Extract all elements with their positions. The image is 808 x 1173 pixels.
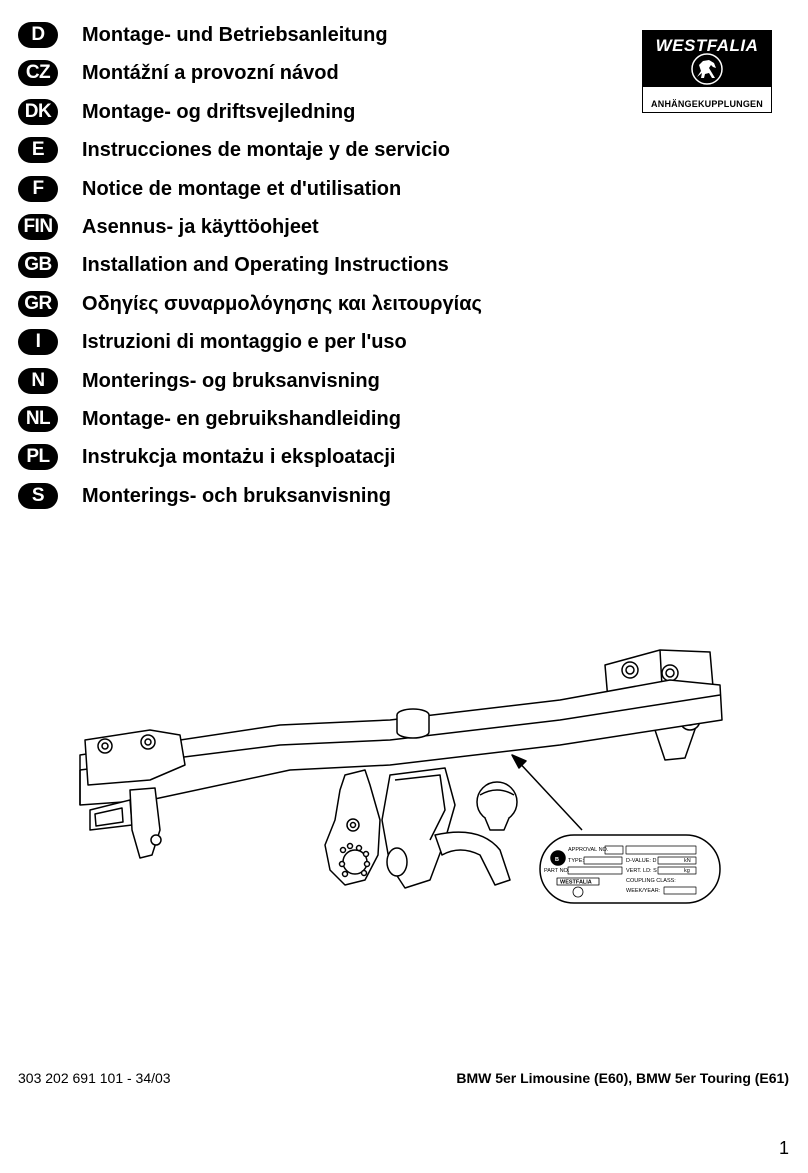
tow-bar-drawing	[60, 640, 740, 910]
identification-plate	[540, 835, 720, 903]
plate-class-label: COUPLING CLASS:	[626, 878, 676, 884]
language-badge: D	[18, 22, 58, 48]
westfalia-logo	[642, 30, 772, 113]
logo-brand-text: WESTFALIA	[655, 36, 759, 55]
language-badge: I	[18, 329, 58, 355]
page-number: 1	[778, 1138, 789, 1158]
language-badge: DK	[18, 99, 58, 125]
pointer-arrow	[512, 755, 582, 830]
language-badge: CZ	[18, 60, 58, 86]
language-title: Instrukcja montażu i eksploatacji	[82, 446, 396, 469]
language-title: Monterings- og bruksanvisning	[82, 369, 380, 392]
plate-vertld-label: VERT. LD: S	[626, 868, 657, 874]
socket-plate	[325, 770, 380, 885]
plate-partno-label: PART NO.	[544, 868, 570, 874]
plate-vertld-unit: kg	[684, 868, 690, 874]
language-title: Montage- og driftsvejledning	[82, 100, 356, 123]
language-title: Instrucciones de montaje y de servicio	[82, 139, 450, 162]
language-title: Οδηγίες συναρμολόγησης και λειτουργίας	[82, 292, 482, 315]
language-title: Montage- en gebruikshandleiding	[82, 407, 401, 430]
plate-week-label: WEEK/YEAR:	[626, 888, 661, 894]
plate-approval-label: APPROVAL NO.	[568, 847, 609, 853]
plate-dvalue-unit: kN	[684, 858, 691, 864]
language-badge: N	[18, 368, 58, 394]
language-title: Notice de montage et d'utilisation	[82, 177, 402, 200]
language-badge: GR	[18, 291, 58, 317]
document-number: 303 202 691 101 - 34/03	[18, 1070, 171, 1086]
language-badge: GB	[18, 252, 58, 278]
plate-type-label: TYPE:	[568, 858, 584, 864]
language-title: Asennus- ja käyttöohjeet	[82, 215, 319, 238]
language-badge: NL	[18, 406, 58, 432]
logo-black-panel	[643, 31, 771, 87]
plate-badge: B	[555, 857, 559, 863]
language-badge: F	[18, 176, 58, 202]
horse-emblem-icon	[687, 53, 727, 85]
language-badge: E	[18, 137, 58, 163]
tow-ball	[477, 782, 517, 830]
language-title: Istruzioni di montaggio e per l'uso	[82, 331, 407, 354]
vehicle-models: BMW 5er Limousine (E60), BMW 5er Touring (E61)	[456, 1070, 789, 1086]
plate-dvalue-label: D-VALUE: D	[626, 858, 657, 864]
center-collar	[397, 709, 429, 738]
language-badge: PL	[18, 444, 58, 470]
plate-brand-text: WESTFALIA	[560, 879, 592, 886]
logo-subtitle: ANHÄNGEKUPPLUNGEN	[651, 99, 763, 109]
language-title: Installation and Operating Instructions	[82, 254, 449, 277]
language-title: Montage- und Betriebsanleitung	[82, 24, 388, 46]
language-title: Monterings- och bruksanvisning	[82, 484, 391, 507]
language-title: Montážní a provozní návod	[82, 62, 339, 85]
language-badge: FIN	[18, 214, 58, 240]
language-badge: S	[18, 483, 58, 509]
